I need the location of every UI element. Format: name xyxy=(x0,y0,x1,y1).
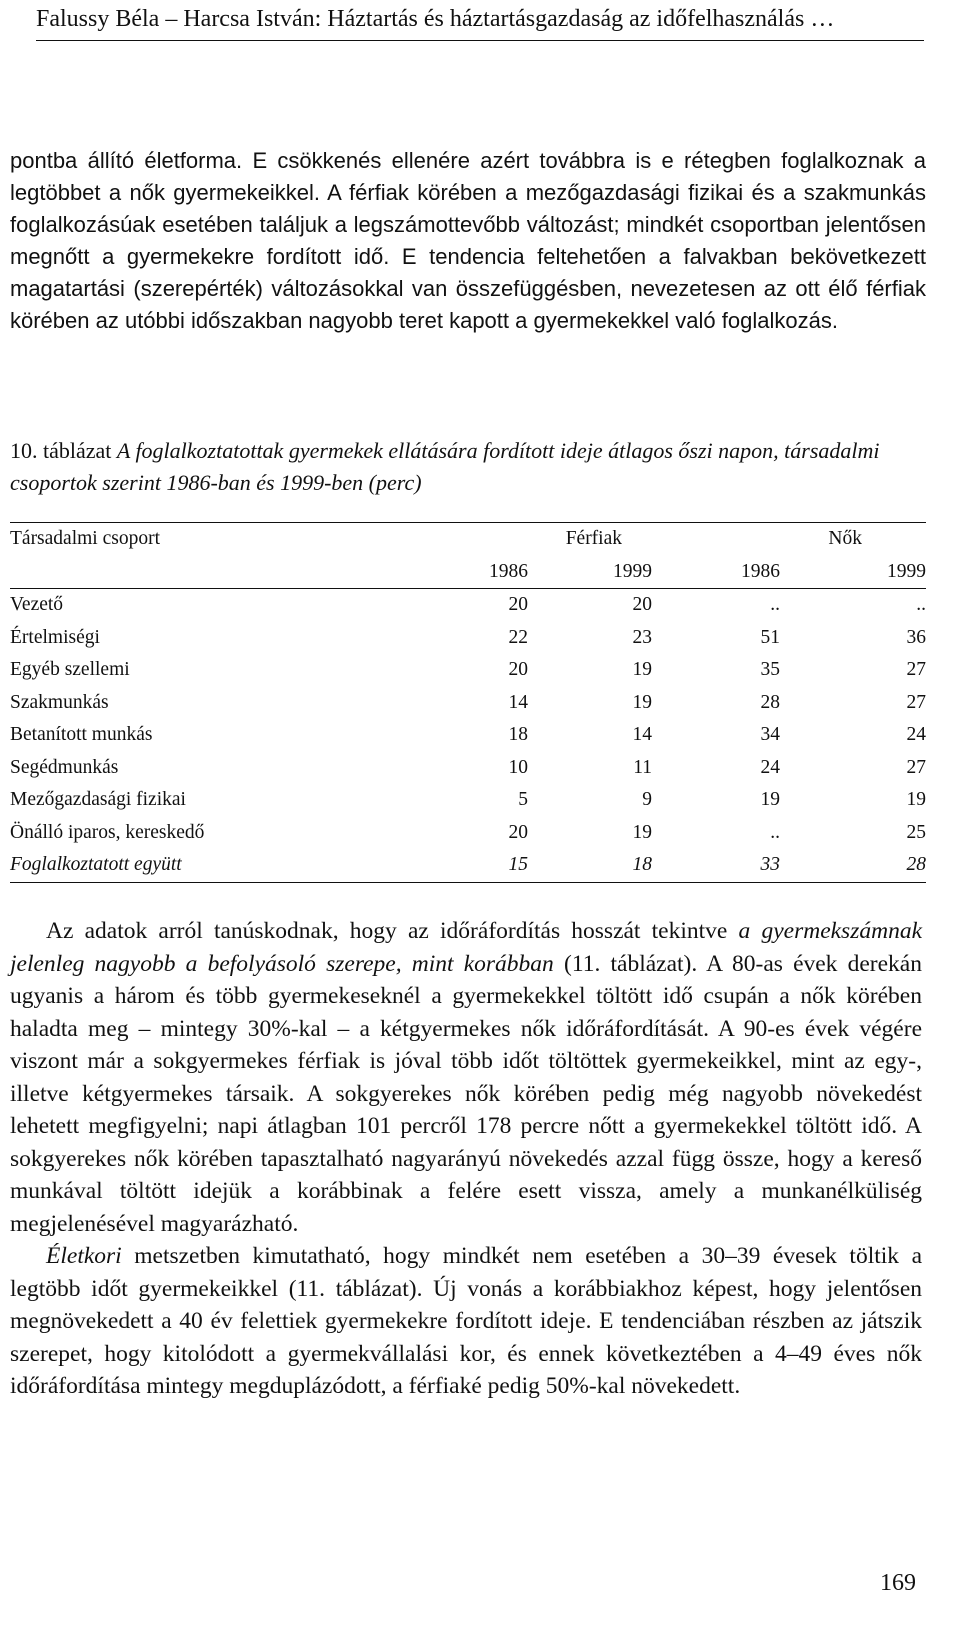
data-table xyxy=(10,522,926,883)
header-rule xyxy=(36,40,924,41)
paragraph-top: pontba állító életforma. E csökkenés ellenére azért továbbra is e rétegben foglalkoznak a legtöbbet a nők gyermekeikkel. A férfiak körében a mezőgazdasági fizikai és a szakmunkás foglalkozásúak esetében találjuk a legszámottevőbb változást; mindkét csoportban jelentősen megnőtt a gyermekekre fordított idő. E tendencia feltehetően a falvakban bekövetkezett magatartási (szerepérték) változásokkal van összefüggésben, nevezetesen az ott élő férfiak körében az utóbbi időszakban nagyobb teret kapott a gyermekekkel való foglalkozás. xyxy=(10,148,926,333)
paragraph-bottom-2 xyxy=(10,1240,922,1403)
cell: 9 xyxy=(642,789,652,811)
cell: 19 xyxy=(632,659,652,681)
total-cell: 15 xyxy=(430,849,528,882)
cell: 36 xyxy=(906,626,926,648)
cell: 51 xyxy=(760,626,780,648)
running-header: Falussy Béla – Harcsa István: Háztartás és háztartásgazdaság az időfelhasználás … xyxy=(36,6,835,32)
paragraph-text: (11. táblázat). A 80-as évek derekán ugyanis a három és több gyermekeseknél a gyermekekkel töltött idő csupán a nők körében haladta meg – mintegy 30%-kal – a kétgyermekes nők időráfordítását. A 90-es évek végére viszont már a sokgyermekes férfiak is jóval több időt töltöttek gyermekeikkel, mint az egy-, illetve kétgyermekes társaik. A sokgyerekes nők körében pedig még nagyobb növekedést lehetett megfigyelni; napi átlagban 101 percről 178 percre nőtt a gyermekekkel töltött idő. A sokgyerekes nők körében tapasztalható nagyarányú növekedés azzal függ össze, hogy a kereső munkával töltött idejük a korábbinak a felére esett vissza, amely a munkanélküliség megjelenésével magyarázható. xyxy=(10,950,922,1237)
page-number: 169 xyxy=(880,1570,916,1596)
table-caption-title: A foglalkoztatottak gyermekek ellátására fordított ideje átlagos őszi napon, társadalmi csoportok szerint 1986-ban és 1999-ben (perc) xyxy=(10,438,880,495)
cell: 27 xyxy=(906,691,926,713)
cell: 34 xyxy=(760,724,780,746)
table-caption-label: 10. táblázat xyxy=(10,438,112,463)
table-row xyxy=(10,654,926,687)
cell: 14 xyxy=(508,691,528,713)
cell: .. xyxy=(916,594,926,616)
row-label: Betanított munkás xyxy=(10,724,153,746)
row-label: Segédmunkás xyxy=(10,756,119,778)
table-row xyxy=(10,784,926,817)
header-empty xyxy=(10,556,430,589)
header-women: Nők xyxy=(652,523,926,556)
total-label: Foglalkoztatott együtt xyxy=(10,849,430,882)
table-caption xyxy=(10,435,926,499)
cell: 19 xyxy=(906,789,926,811)
paragraph-emphasis: a gyermekszámnak jelenleg nagyobb a befolyásoló szerepe, mint korábban xyxy=(10,918,922,977)
cell: 28 xyxy=(760,691,780,713)
row-label: Egyéb szellemi xyxy=(10,659,130,681)
cell: 10 xyxy=(508,756,528,778)
cell: 19 xyxy=(632,691,652,713)
cell: 5 xyxy=(518,789,528,811)
row-label: Önálló iparos, kereskedő xyxy=(10,821,205,843)
table-row xyxy=(10,719,926,752)
cell: 27 xyxy=(906,659,926,681)
header-men: Férfiak xyxy=(430,523,652,556)
cell: 27 xyxy=(906,756,926,778)
table-row xyxy=(10,817,926,850)
header-year: 1986 xyxy=(430,556,528,589)
paragraph-bottom-1 xyxy=(10,915,922,1240)
row-label: Szakmunkás xyxy=(10,691,109,713)
cell: 18 xyxy=(508,724,528,746)
cell: 19 xyxy=(632,821,652,843)
cell: 20 xyxy=(632,594,652,616)
table-total-row xyxy=(10,849,926,882)
row-label: Értelmiségi xyxy=(10,626,100,648)
cell: 20 xyxy=(508,659,528,681)
cell: 24 xyxy=(906,724,926,746)
table-header-row xyxy=(10,523,926,556)
cell: 20 xyxy=(508,821,528,843)
cell: .. xyxy=(770,594,780,616)
table-row xyxy=(10,589,926,622)
total-cell: 18 xyxy=(528,849,652,882)
cell: 25 xyxy=(906,821,926,843)
cell: 14 xyxy=(632,724,652,746)
table-row xyxy=(10,687,926,720)
row-label: Vezető xyxy=(10,594,64,616)
cell: 11 xyxy=(633,756,652,778)
total-cell: 28 xyxy=(780,849,926,882)
total-cell: 33 xyxy=(652,849,780,882)
header-year: 1986 xyxy=(652,556,780,589)
row-label: Mezőgazdasági fizikai xyxy=(10,789,186,811)
paragraph-text: Az adatok arról tanúskodnak, hogy az időráfordítás hosszát tekintve xyxy=(46,918,739,944)
header-year: 1999 xyxy=(528,556,652,589)
cell: 35 xyxy=(760,659,780,681)
table-row xyxy=(10,752,926,785)
cell: 24 xyxy=(760,756,780,778)
cell: 22 xyxy=(508,626,528,648)
cell: 19 xyxy=(760,789,780,811)
paragraph-emphasis: Életkori xyxy=(46,1243,122,1269)
paragraph-text: metszetben kimutatható, hogy mindkét nem esetében a 30–39 évesek töltik a legtöbb időt gyermekeikkel (11. táblázat). Új vonás a korábbiakhoz képest, hogy jelentősen megnövekedett a 40 év felettiek gyermekekre fordított ideje. E tendenciában részben az játszik szerepet, hogy kitolódott a gyermekvállalási kor, és ennek következtében a 4–49 éves nők időráfordítása mintegy megduplázódott, a férfiaké pedig 50%-kal növekedett. xyxy=(10,1243,922,1399)
header-year: 1999 xyxy=(780,556,926,589)
table-year-row xyxy=(10,556,926,589)
cell: 20 xyxy=(508,594,528,616)
cell: .. xyxy=(770,821,780,843)
header-group-label: Társadalmi csoport xyxy=(10,523,430,556)
cell: 23 xyxy=(632,626,652,648)
table-row xyxy=(10,622,926,655)
body-text xyxy=(10,915,922,1403)
